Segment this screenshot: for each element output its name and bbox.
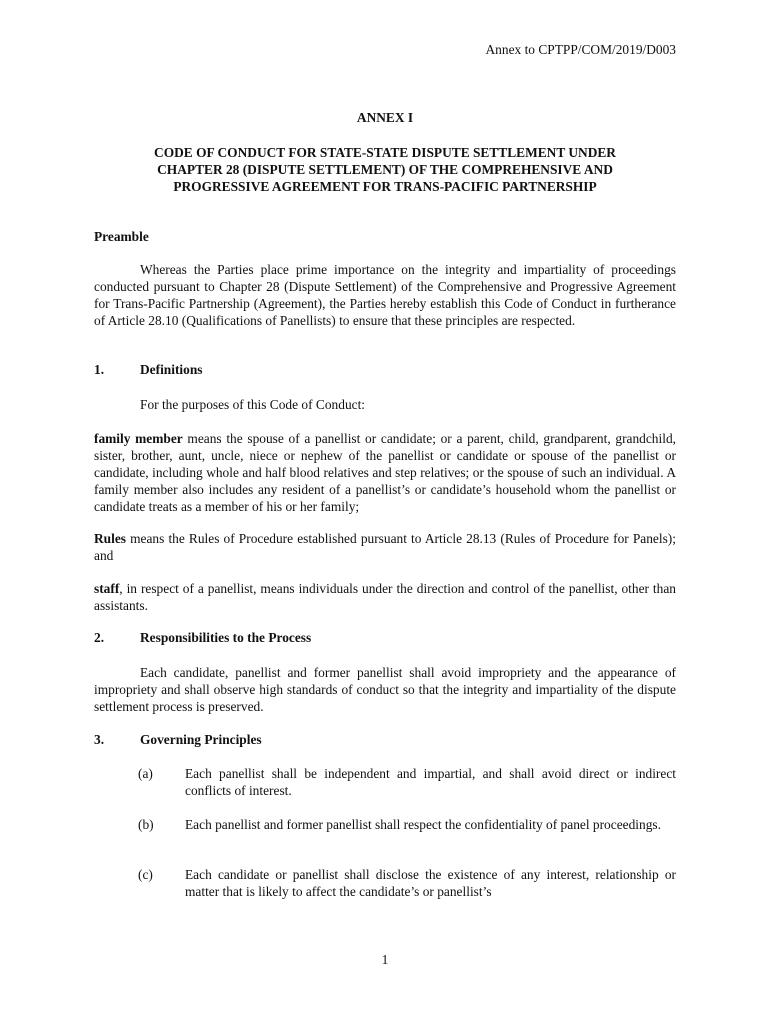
definition-term: staff — [94, 581, 120, 596]
section-number: 3. — [94, 732, 105, 747]
definition-text: means the Rules of Procedure established pursuant to Article 28.13 (Rules of Procedure for Panels); and — [94, 531, 676, 563]
section-number: 1. — [94, 362, 105, 377]
item-label: (c) — [138, 867, 153, 882]
item-text: Each panellist shall be independent and impartial, and shall avoid direct or indirect conflicts of interest. — [185, 766, 676, 798]
annex-label: ANNEX I — [356, 110, 414, 125]
document-reference: Annex to CPTPP/COM/2019/D003 — [485, 42, 676, 57]
section-number: 2. — [94, 630, 105, 645]
section-2-text: Each candidate, panellist and former panellist shall avoid impropriety and the appearance of impropriety and shall observe high standards of conduct so that the integrity and impartiality of the dispute settlement process is preserved. — [94, 665, 676, 714]
item-text: Each candidate or panellist shall disclose the existence of any interest, relationship or matter that is likely to affect the candidate’s or panellist’s — [185, 867, 676, 899]
section-title: Governing Principles — [140, 732, 262, 747]
section-1-heading — [94, 362, 676, 378]
item-text: Each panellist and former panellist shall respect the confidentiality of panel proceedings. — [185, 817, 661, 832]
title-line: CHAPTER 28 (DISPUTE SETTLEMENT) OF THE COMPREHENSIVE AND — [157, 162, 613, 177]
definition-term: family member — [94, 431, 183, 446]
preamble-heading: Preamble — [94, 229, 149, 244]
definition-term: Rules — [94, 531, 126, 546]
definition-text: , in respect of a panellist, means individuals under the direction and control of the panellist, other than assistants. — [94, 581, 676, 613]
item-label: (b) — [138, 817, 154, 832]
title-line: CODE OF CONDUCT FOR STATE-STATE DISPUTE SETTLEMENT UNDER — [154, 145, 616, 160]
document-title — [94, 144, 676, 195]
principle-item — [138, 866, 676, 900]
title-line: PROGRESSIVE AGREEMENT FOR TRANS-PACIFIC PARTNERSHIP — [173, 179, 597, 194]
preamble-text: Whereas the Parties place prime importance on the integrity and impartiality of proceedings conducted pursuant to Chapter 28 (Dispute Settlement) of the Comprehensive and Progressive Agreement for Trans-Pacific Partnership (Agreement), the Parties hereby establish this Code of Conduct in furtherance of Article 28.10 (Qualifications of Panellists) to ensure that these principles are respected. — [94, 262, 676, 328]
principle-item — [138, 765, 676, 799]
definition-rules — [94, 530, 676, 564]
definition-staff — [94, 580, 676, 614]
definition-family-member — [94, 430, 676, 515]
section-title: Definitions — [140, 362, 203, 377]
section-3-heading — [94, 732, 676, 748]
page-number: 1 — [381, 952, 389, 967]
item-label: (a) — [138, 766, 153, 781]
principle-item — [138, 816, 676, 833]
definition-text: means the spouse of a panellist or candidate; or a parent, child, grandparent, grandchild, sister, brother, aunt, uncle, niece or nephew of the panellist or candidate or spouse of the panellist or candidate, including whole and half blood relatives and step relatives; or the spouse of such an individual. A family member also includes any resident of a panellist’s or candidate’s household whom the panellist or candidate treats as a member of his or her family; — [94, 431, 676, 514]
section-2-heading — [94, 630, 676, 646]
section-title: Responsibilities to the Process — [140, 630, 312, 645]
definitions-intro: For the purposes of this Code of Conduct: — [140, 397, 366, 412]
